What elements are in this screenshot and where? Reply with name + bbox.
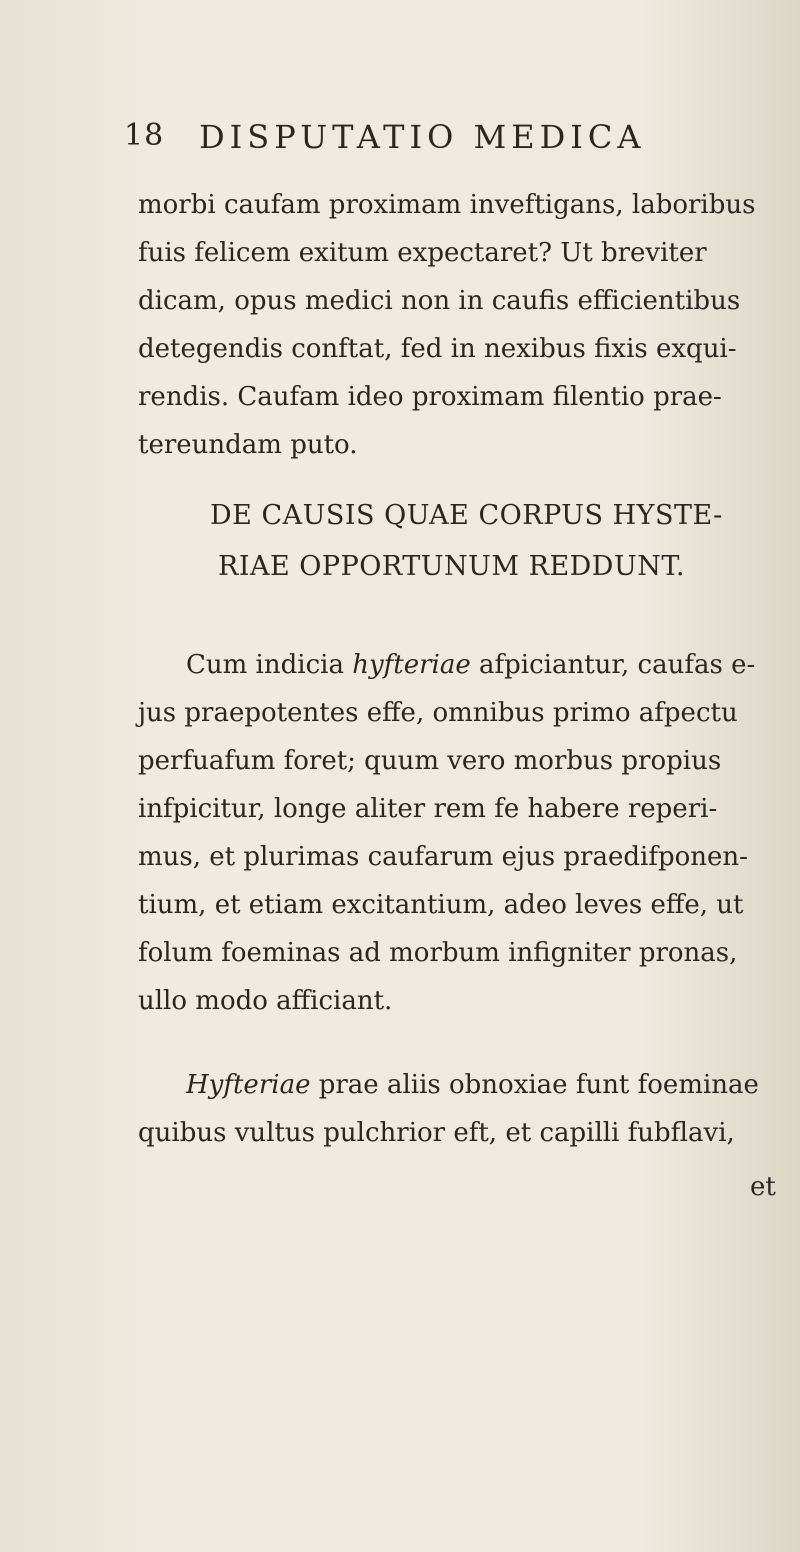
text-segment: afpiciantur, caufas e- [470, 650, 756, 680]
text-line: rendis. Caufam ideo proximam filentio prae- [138, 382, 722, 412]
heading-line: DE CAUSIS QUAE CORPUS HYSTE- [210, 500, 723, 531]
text-line: folum foeminas ad morbum infigniter pronas, [138, 938, 738, 968]
text-line: fuis felicem exitum expectaret? Ut breviter [138, 238, 707, 268]
heading-line: RIAE OPPORTUNUM REDDUNT. [218, 551, 685, 582]
text-line: detegendis conftat, fed in nexibus fixis exqui- [138, 334, 737, 364]
catchword: et [750, 1172, 776, 1202]
text-line [186, 645, 755, 685]
text-line: dicam, opus medici non in caufis efficientibus [138, 286, 741, 316]
page-header [124, 118, 744, 168]
running-title: DISPUTATIO MEDICA [199, 118, 646, 156]
text-line: perfuafum foret; quum vero morbus propius [138, 746, 722, 776]
text-line: tium, et etiam excitantium, adeo leves effe, ut [138, 890, 744, 920]
text-line: infpicitur, longe aliter rem fe habere reperi- [138, 794, 718, 824]
text-line: mus, et plurimas caufarum ejus praedifponen- [138, 842, 748, 872]
text-line: morbi caufam proximam inveftigans, laboribus [138, 190, 756, 220]
page-number: 18 [124, 118, 165, 153]
text-line [186, 1065, 759, 1105]
text-segment: prae aliis obnoxiae funt foeminae [310, 1070, 759, 1100]
text-line: jus praepotentes effe, omnibus primo afpectu [138, 698, 738, 728]
text-line: quibus vultus pulchrior eft, et capilli fubflavi, [138, 1118, 735, 1148]
text-line: tereundam puto. [138, 430, 358, 460]
text-line: ullo modo afficiant. [138, 986, 393, 1016]
italic-term: hyfteriae [352, 650, 471, 680]
italic-term: Hyfteriae [186, 1070, 311, 1100]
text-segment: Cum indicia [186, 650, 353, 680]
